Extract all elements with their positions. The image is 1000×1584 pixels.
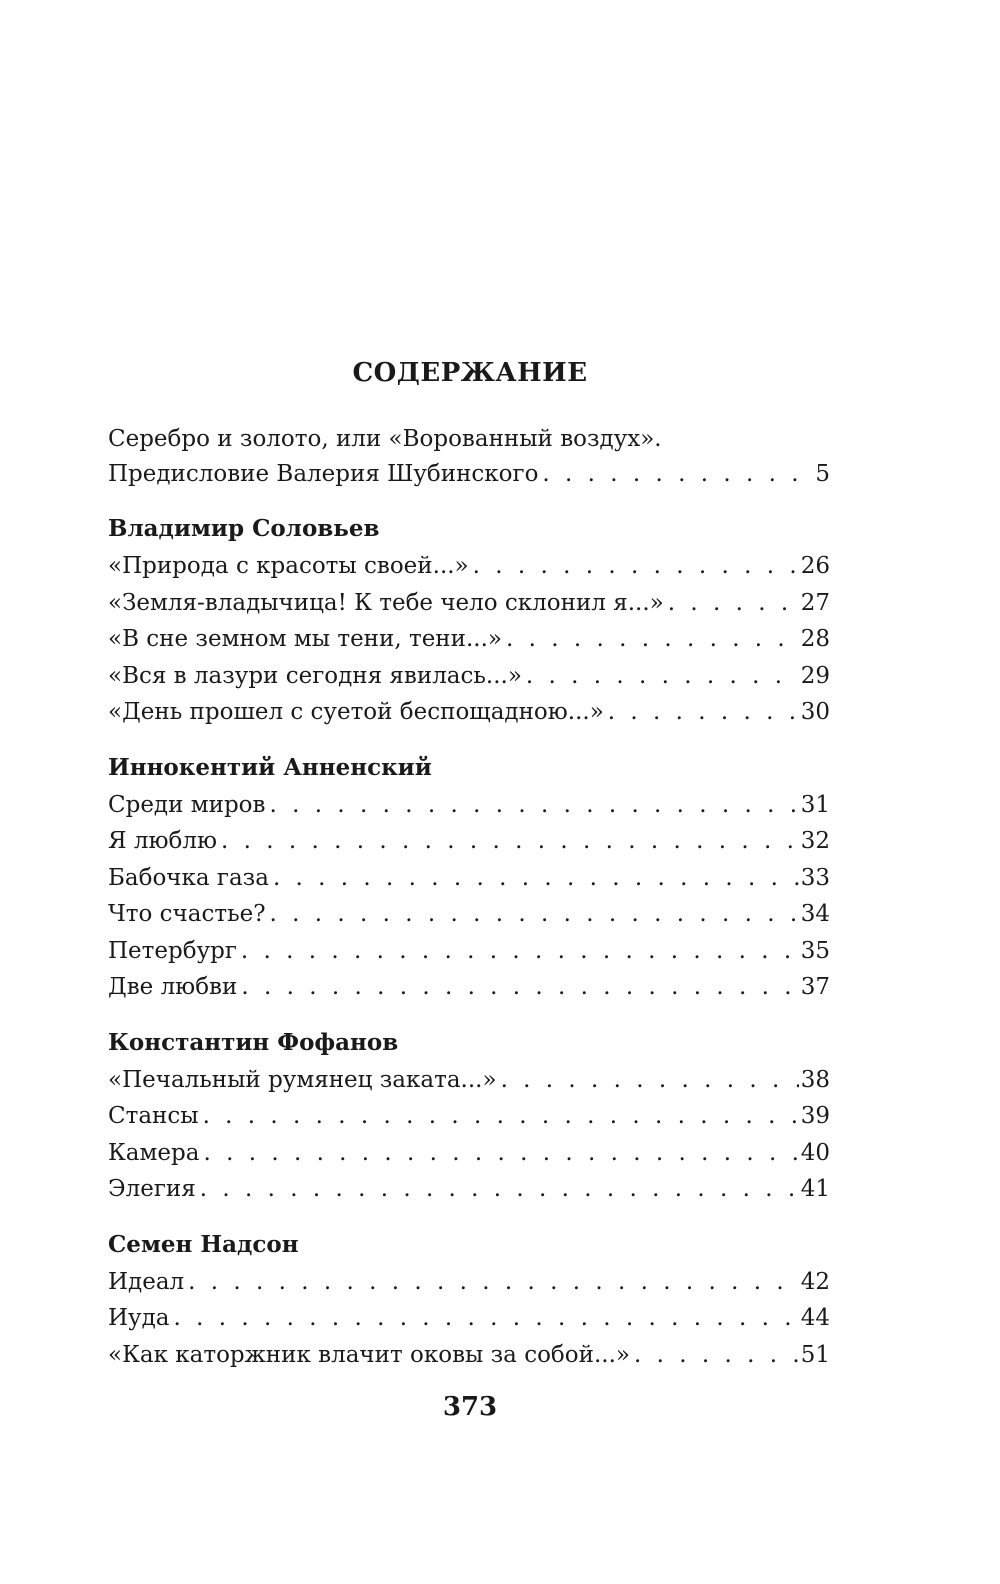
page-number: 373 bbox=[442, 1392, 498, 1422]
section-author: Иннокентий Анненский bbox=[108, 753, 432, 781]
entry-title: «Земля-владычица! К тебе чело склонил я...» bbox=[108, 589, 664, 616]
entry-title: Предисловие Валерия Шубинского bbox=[108, 461, 539, 487]
entry-title: «Природа с красоты своей...» bbox=[108, 553, 469, 579]
entry-page: 34 bbox=[800, 901, 830, 927]
dot-leader bbox=[497, 1062, 799, 1099]
section-annensky bbox=[108, 749, 830, 1006]
entry-page: 51 bbox=[800, 1341, 830, 1368]
entry-title: Петербург bbox=[108, 937, 237, 964]
entry-title: Камера bbox=[108, 1139, 200, 1166]
entry-page: 30 bbox=[800, 699, 830, 725]
entry-title: «Вся в лазури сегодня явилась...» bbox=[108, 662, 522, 689]
entry-title: Идеал bbox=[108, 1268, 185, 1295]
entry-page: 37 bbox=[800, 974, 830, 1000]
dot-leader bbox=[502, 621, 799, 658]
dot-leader bbox=[604, 694, 799, 731]
entry-title: «В сне земном мы тени, тени...» bbox=[108, 626, 502, 652]
toc-entry[interactable] bbox=[108, 694, 830, 731]
dot-leader bbox=[522, 658, 799, 695]
dot-leader bbox=[196, 1171, 799, 1208]
entry-page: 5 bbox=[815, 461, 830, 487]
entry-title: Две любви bbox=[108, 974, 238, 1000]
entry-page: 32 bbox=[800, 828, 830, 854]
entry-title: Стансы bbox=[108, 1103, 199, 1129]
toc-entry[interactable] bbox=[108, 1264, 830, 1301]
toc-entry[interactable] bbox=[108, 548, 830, 585]
section-author: Константин Фофанов bbox=[108, 1028, 399, 1056]
dot-leader bbox=[664, 585, 799, 622]
entry-page: 33 bbox=[800, 864, 830, 891]
dot-leader bbox=[469, 548, 799, 585]
dot-leader bbox=[538, 456, 813, 492]
toc-entry[interactable] bbox=[108, 1300, 830, 1337]
entry-page: 27 bbox=[800, 589, 830, 616]
entry-title: Бабочка газа bbox=[108, 864, 269, 891]
entry-title: Иуда bbox=[108, 1305, 170, 1331]
section-author: Семен Надсон bbox=[108, 1230, 299, 1258]
toc-entry-preface[interactable] bbox=[108, 456, 830, 492]
toc-entry[interactable] bbox=[108, 787, 830, 824]
toc-entry[interactable] bbox=[108, 658, 830, 695]
entry-title: Я люблю bbox=[108, 828, 218, 854]
entry-page: 28 bbox=[800, 626, 830, 652]
entry-title: «День прошел с суетой беспощадною...» bbox=[108, 699, 604, 725]
dot-leader bbox=[265, 787, 798, 824]
dot-leader bbox=[630, 1337, 799, 1374]
entry-title: «Как каторжник влачит оковы за собой...» bbox=[108, 1341, 630, 1368]
entry-page: 26 bbox=[800, 553, 830, 579]
entry-page: 39 bbox=[800, 1103, 830, 1129]
toc-entry[interactable] bbox=[108, 621, 830, 658]
entry-page: 35 bbox=[800, 937, 830, 964]
entry-title: «Печальный румянец заката...» bbox=[108, 1066, 497, 1093]
entry-page: 29 bbox=[800, 662, 830, 689]
preface-title: Серебро и золото, или «Ворованный воздух». bbox=[108, 426, 662, 452]
dot-leader bbox=[217, 823, 799, 860]
entry-title: Элегия bbox=[108, 1176, 196, 1202]
toc-entry[interactable] bbox=[108, 933, 830, 970]
entry-page: 31 bbox=[800, 791, 830, 818]
entry-page: 40 bbox=[800, 1139, 830, 1166]
section-solovyov bbox=[108, 510, 830, 731]
section-author: Владимир Соловьев bbox=[108, 515, 380, 542]
dot-leader bbox=[237, 933, 799, 970]
page-title: СОДЕРЖАНИЕ bbox=[352, 358, 588, 388]
entry-page: 42 bbox=[800, 1268, 830, 1295]
preface-title-line bbox=[108, 423, 830, 456]
dot-leader bbox=[269, 860, 799, 897]
toc-entry[interactable] bbox=[108, 860, 830, 897]
entry-page: 41 bbox=[800, 1176, 830, 1202]
table-of-contents bbox=[108, 423, 830, 1373]
toc-entry[interactable] bbox=[108, 585, 830, 622]
section-nadson bbox=[108, 1226, 830, 1374]
entry-title: Что счастье? bbox=[108, 901, 266, 927]
toc-entry[interactable] bbox=[108, 1337, 830, 1374]
toc-entry[interactable] bbox=[108, 1098, 830, 1135]
dot-leader bbox=[184, 1264, 799, 1301]
dot-leader bbox=[237, 969, 798, 1006]
toc-entry[interactable] bbox=[108, 1062, 830, 1099]
dot-leader bbox=[266, 896, 799, 933]
toc-entry[interactable] bbox=[108, 823, 830, 860]
dot-leader bbox=[199, 1098, 799, 1135]
entry-title: Среди миров bbox=[108, 791, 266, 818]
toc-entry[interactable] bbox=[108, 896, 830, 933]
toc-entry[interactable] bbox=[108, 969, 830, 1006]
entry-page: 44 bbox=[800, 1305, 830, 1331]
dot-leader bbox=[199, 1135, 798, 1172]
entry-page: 38 bbox=[800, 1066, 830, 1093]
section-fofanov bbox=[108, 1024, 830, 1208]
toc-entry[interactable] bbox=[108, 1135, 830, 1172]
dot-leader bbox=[169, 1300, 798, 1337]
toc-entry[interactable] bbox=[108, 1171, 830, 1208]
